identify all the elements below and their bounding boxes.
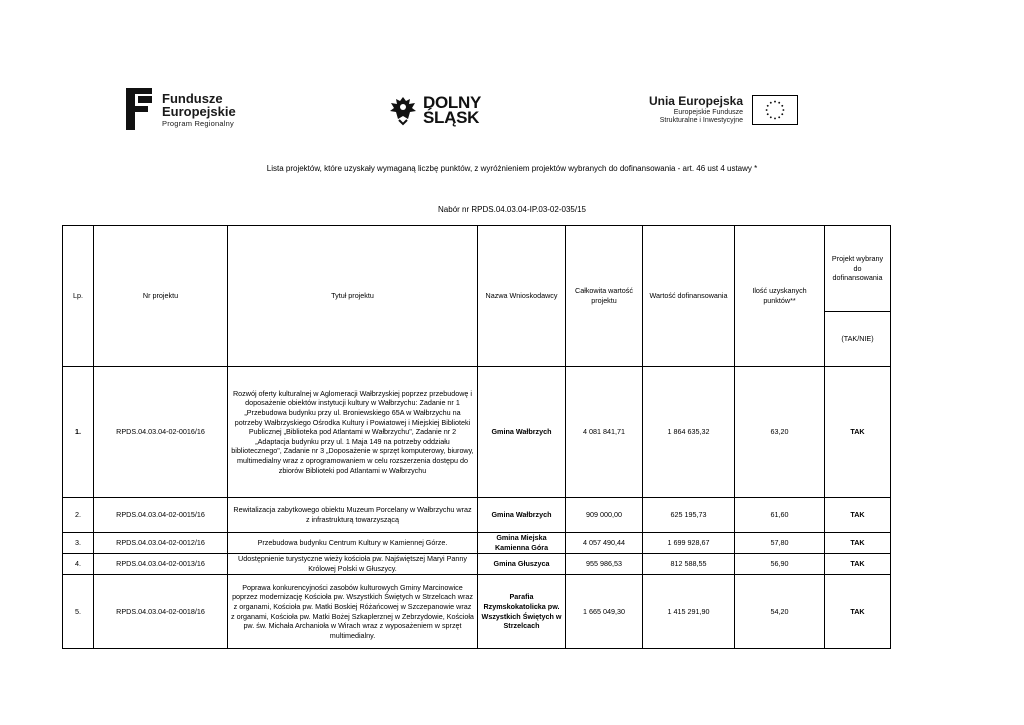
cell-applicant: Gmina Wałbrzych (478, 498, 566, 533)
cell-funding-value: 812 588,55 (643, 554, 735, 575)
fe-logo-line2: Europejskie (162, 104, 236, 119)
document-title: Lista projektów, które uzyskały wymaganą liczbę punktów, z wyróżnieniem projektów wybranych do dofinansowania - art. 46 ust 4 ustawy * (266, 164, 758, 173)
ds-logo-line2: ŚLĄSK (423, 108, 480, 127)
cell-points: 61,60 (735, 498, 825, 533)
cell-total-value: 909 000,00 (566, 498, 643, 533)
eu-logo-line3: Strukturalne i Inwestycyjne (659, 117, 743, 124)
cell-applicant: Gmina Głuszyca (478, 554, 566, 575)
fundusze-europejskie-logo (126, 88, 256, 130)
cell-total-value: 4 057 490,44 (566, 533, 643, 554)
unia-europejska-logo (642, 94, 802, 126)
cell-project-number: RPDS.04.03.04-02-0018/16 (94, 575, 228, 649)
cell-funding-value: 625 195,73 (643, 498, 735, 533)
eu-flag-icon (752, 95, 798, 125)
cell-funding-value: 1 415 291,90 (643, 575, 735, 649)
projects-table (62, 225, 891, 649)
cell-lp: 3. (63, 533, 94, 554)
cell-lp: 2. (63, 498, 94, 533)
ds-logo-line1: DOLNY (423, 93, 482, 112)
cell-project-title: Rewitalizacja zabytkowego obiektu Muzeum Porcelany w Wałbrzychu wraz z infrastrukturą towarzyszącą (228, 498, 478, 533)
header-project-number: Nr projektu (94, 226, 228, 367)
header-selected-sub: (TAK/NIE) (825, 312, 891, 367)
header-lp: Lp. (63, 226, 94, 367)
cell-selected: TAK (825, 533, 891, 554)
eu-logo-line1: Unia Europejska (648, 94, 743, 108)
call-number: Nabór nr RPDS.04.03.04-IP.03-02-035/15 (438, 205, 586, 214)
cell-selected: TAK (825, 575, 891, 649)
cell-project-number: RPDS.04.03.04-02-0015/16 (94, 498, 228, 533)
cell-total-value: 1 665 049,30 (566, 575, 643, 649)
table-row (63, 575, 891, 649)
cell-points: 63,20 (735, 367, 825, 498)
fe-logo-line1: Fundusze (162, 91, 223, 106)
cell-points: 54,20 (735, 575, 825, 649)
eagle-emblem-icon (389, 94, 417, 126)
cell-selected: TAK (825, 554, 891, 575)
fundusze-europejskie-mark-icon (126, 88, 152, 130)
cell-applicant: Gmina Wałbrzych (478, 367, 566, 498)
header-points: Ilość uzyskanych punktów** (735, 226, 825, 367)
table-row (63, 498, 891, 533)
eu-logo-line2: Europejskie Fundusze (673, 109, 743, 116)
cell-points: 56,90 (735, 554, 825, 575)
header-project-title: Tytuł projektu (228, 226, 478, 367)
cell-project-title: Udostępnienie turystyczne wieży kościoła pw. Najświętszej Maryi Panny Królowej Polski w Głuszycy. (228, 554, 478, 575)
cell-project-title: Rozwój oferty kulturalnej w Aglomeracji Wałbrzyskiej poprzez przebudowę i doposażenie obiektów instytucji kultury w Wałbrzychu: Zadanie nr 1 „Przebudowa budynku przy ul. Broniewskiego 65A w Wałbrzychu na potrzeby Wałbrzyskiego Ośrodka Kultury i Powiatowej i Miejskiej Biblioteki Publicznej „Biblioteka pod Atlantami w Wałbrzychu", Zadanie nr 2 „Adaptacja budynku przy ul. 1 Maja 149 na potrzeby oddziału bibliotecznego", Zadanie nr 3 „Doposażenie w sprzęt komputerowy, biurowy, multimedialny wraz z oprogramowaniem w celu rozszerzenia dostępu do zbiorów Biblioteki pod Atlantami w Wałbrzychu (228, 367, 478, 498)
cell-points: 57,80 (735, 533, 825, 554)
cell-lp: 4. (63, 554, 94, 575)
fe-logo-line3: Program Regionalny (162, 119, 234, 128)
cell-selected: TAK (825, 367, 891, 498)
table-row (63, 367, 891, 498)
cell-project-number: RPDS.04.03.04-02-0012/16 (94, 533, 228, 554)
header-total-value: Całkowita wartość projektu (566, 226, 643, 367)
table-row (63, 554, 891, 575)
cell-lp: 1. (63, 367, 94, 498)
cell-project-number: RPDS.04.03.04-02-0016/16 (94, 367, 228, 498)
header-funding-value: Wartość dofinansowania (643, 226, 735, 367)
cell-funding-value: 1 699 928,67 (643, 533, 735, 554)
table-row (63, 533, 891, 554)
dolny-slask-logo (389, 94, 499, 128)
cell-applicant: Gmina Miejska Kamienna Góra (478, 533, 566, 554)
cell-project-title: Przebudowa budynku Centrum Kultury w Kamiennej Górze. (228, 533, 478, 554)
header-selected: Projekt wybrany do dofinansowania (825, 226, 891, 312)
table-header-row (63, 226, 891, 312)
cell-selected: TAK (825, 498, 891, 533)
cell-total-value: 4 081 841,71 (566, 367, 643, 498)
cell-funding-value: 1 864 635,32 (643, 367, 735, 498)
cell-lp: 5. (63, 575, 94, 649)
cell-project-number: RPDS.04.03.04-02-0013/16 (94, 554, 228, 575)
cell-total-value: 955 986,53 (566, 554, 643, 575)
cell-applicant: Parafia Rzymskokatolicka pw. Wszystkich Świętych w Strzelcach (478, 575, 566, 649)
cell-project-title: Poprawa konkurencyjności zasobów kulturowych Gminy Marcinowice poprzez modernizację Kościoła pw. Wszystkich Świętych w Strzelcach wraz z organami, Kościoła pw. Matki Boskiej Różańcowej w Szczepanowie wraz z organami, Kościoła pw. Matki Bożej Szkaplerznej w Zebrzydowie, Kościoła pw. św. Michała Archanioła w Wirach wraz z wyposażeniem w sprzęt multimedialny. (228, 575, 478, 649)
header-applicant: Nazwa Wnioskodawcy (478, 226, 566, 367)
